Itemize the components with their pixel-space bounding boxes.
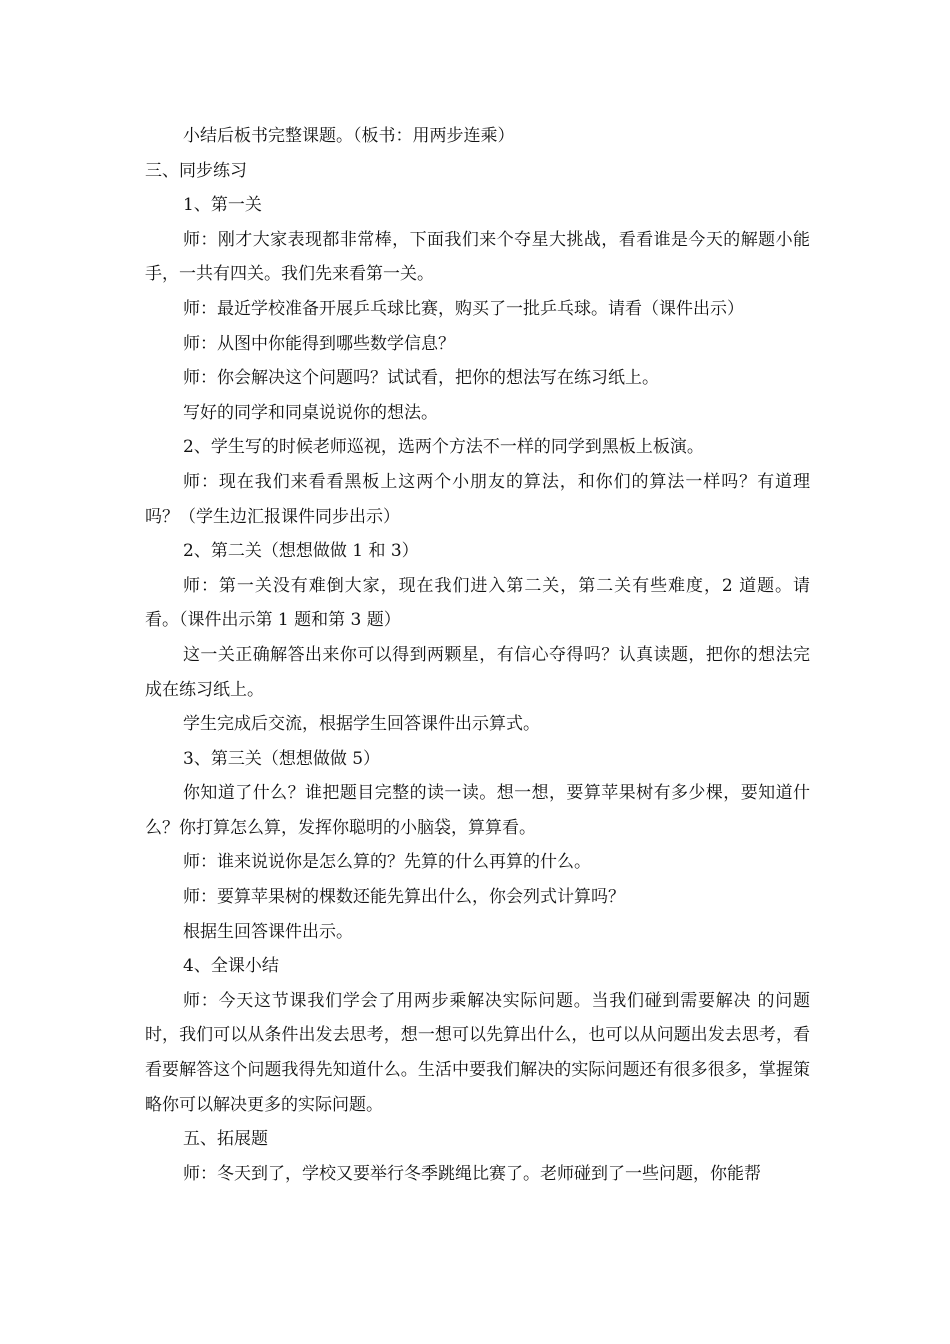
paragraph: 师：今天这节课我们学会了用两步乘解决实际问题。当我们碰到需要解决 的问题时，我们可以从条件出发去思考，想一想可以先算出什么，也可以从问题出发去思考，看看要解答这个问题我得先知道什么。生活中要我们解决的实际问题还有很多很多，掌握策略你可以解决更多的实际问题。 [145, 990, 810, 1115]
document-body [145, 119, 810, 1191]
paragraph: 师：最近学校准备开展乒乓球比赛，购买了一批乒乓球。请看（课件出示） [183, 298, 744, 319]
subheading-level-1: 1、第一关 [183, 195, 262, 216]
paragraph: 师：刚才大家表现都非常棒，下面我们来个夺星大挑战，看看谁是今天的解题小能手，一共有四关。我们先来看第一关。 [145, 229, 810, 285]
paragraph: 师：要算苹果树的棵数还能先算出什么，你会列式计算吗？ [183, 887, 625, 908]
paragraph: 师：谁来说说你是怎么算的？先算的什么再算的什么。 [183, 852, 591, 873]
subheading-level-3: 3、第三关（想想做做 5） [183, 748, 381, 769]
heading-extension: 五、拓展题 [183, 1129, 268, 1150]
paragraph: 写好的同学和同桌说说你的想法。 [183, 402, 438, 423]
subheading-level-2: 2、第二关（想想做做 1 和 3） [183, 541, 419, 562]
paragraph: 这一关正确解答出来你可以得到两颗星，有信心夺得吗？认真读题，把你的想法完成在练习纸上。 [145, 644, 810, 700]
paragraph: 2、学生写的时候老师巡视，选两个方法不一样的同学到黑板上板演。 [183, 437, 704, 458]
subheading-lesson-summary: 4、全课小结 [183, 956, 279, 977]
paragraph: 师：第一关没有难倒大家，现在我们进入第二关，第二关有些难度，2 道题。请看。（课件出示第 1 题和第 3 题） [145, 575, 810, 631]
heading-sync-practice: 三、同步练习 [145, 160, 247, 181]
paragraph: 师：冬天到了，学校又要举行冬季跳绳比赛了。老师碰到了一些问题，你能帮 [183, 1163, 761, 1184]
paragraph-summary-title: 小结后板书完整课题。（板书：用两步连乘） [183, 126, 515, 146]
paragraph: 师：你会解决这个问题吗？试试看，把你的想法写在练习纸上。 [183, 368, 659, 389]
paragraph: 师：从图中你能得到哪些数学信息？ [183, 333, 455, 354]
paragraph: 学生完成后交流，根据学生回答课件出示算式。 [183, 714, 540, 735]
paragraph: 你知道了什么？谁把题目完整的读一读。想一想，要算苹果树有多少棵，要知道什么？你打算怎么算，发挥你聪明的小脑袋，算算看。 [145, 783, 810, 838]
paragraph: 师：现在我们来看看黑板上这两个小朋友的算法，和你们的算法一样吗？有道理吗？（学生边汇报课件同步出示） [145, 471, 810, 527]
paragraph: 根据生回答课件出示。 [183, 921, 353, 942]
